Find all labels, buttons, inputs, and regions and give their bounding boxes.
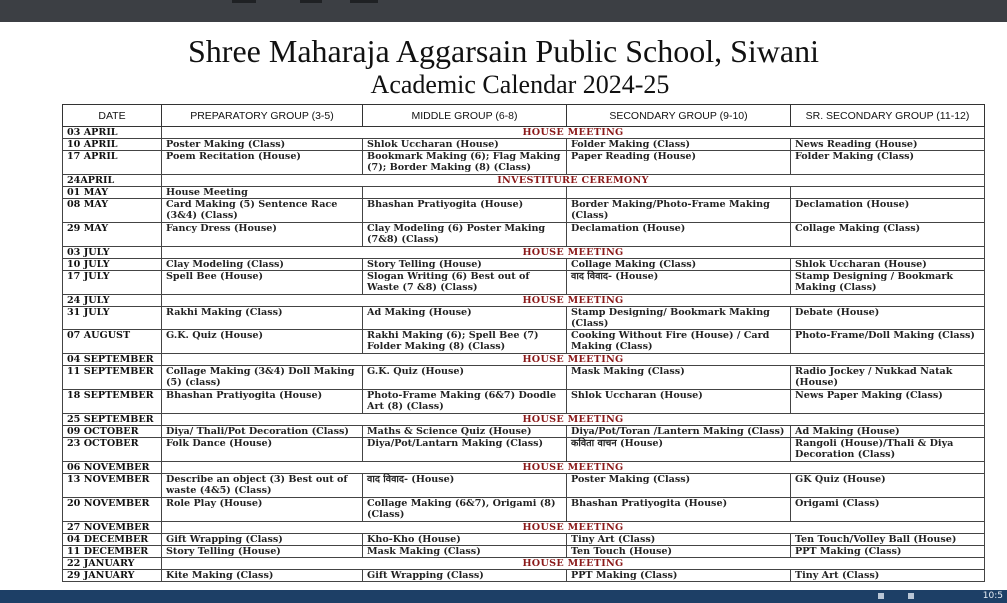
middle-cell: Bhashan Pratiyogita (House) [363,199,567,223]
preparatory-cell: Story Telling (House) [162,546,363,558]
secondary-cell: Folder Making (Class) [567,139,791,151]
secondary-cell: Collage Making (Class) [567,259,791,271]
date-cell: 13 NOVEMBER [63,474,162,498]
sr-secondary-cell: Stamp Designing / Bookmark Making (Class) [791,271,985,295]
header-row [63,105,985,127]
table-row [63,522,985,534]
secondary-cell: Poster Making (Class) [567,474,791,498]
event-span-cell: HOUSE MEETING [162,462,985,474]
secondary-cell: वाद विवाद- (House) [567,271,791,295]
date-cell: 04 SEPTEMBER [63,354,162,366]
preparatory-cell: Bhashan Pratiyogita (House) [162,390,363,414]
date-cell: 03 APRIL [63,127,162,139]
middle-cell: Diya/Pot/Lantarn Making (Class) [363,438,567,462]
sr-secondary-cell: Folder Making (Class) [791,151,985,175]
document-subtitle: Academic Calendar 2024-25 [370,70,670,99]
date-cell: 07 AUGUST [63,330,162,354]
header-middle: MIDDLE GROUP (6-8) [363,105,567,127]
event-span-cell: HOUSE MEETING [162,295,985,307]
header-sr-secondary: SR. SECONDARY GROUP (11-12) [791,105,985,127]
preparatory-cell: Describe an object (3) Best out of waste (4&5) (Class) [162,474,363,498]
table-row [63,474,985,498]
sr-secondary-cell: Ten Touch/Volley Ball (House) [791,534,985,546]
middle-cell [363,187,567,199]
middle-cell: Clay Modeling (6) Poster Making (7&8) (Class) [363,223,567,247]
table-row [63,139,985,151]
date-cell: 29 MAY [63,223,162,247]
header-date: DATE [63,105,162,127]
date-cell: 17 JULY [63,271,162,295]
table-row [63,498,985,522]
preparatory-cell: House Meeting [162,187,363,199]
date-cell: 25 SEPTEMBER [63,414,162,426]
table-row [63,271,985,295]
taskbar [0,590,1007,603]
secondary-cell: Paper Reading (House) [567,151,791,175]
date-cell: 06 NOVEMBER [63,462,162,474]
secondary-cell: PPT Making (Class) [567,570,791,582]
preparatory-cell: Kite Making (Class) [162,570,363,582]
viewer-toolbar [0,0,1007,22]
date-cell: 04 DECEMBER [63,534,162,546]
preparatory-cell: Role Play (House) [162,498,363,522]
preparatory-cell: Fancy Dress (House) [162,223,363,247]
secondary-cell: Mask Making (Class) [567,366,791,390]
table-row [63,259,985,271]
table-row [63,558,985,570]
tray-icon[interactable] [908,593,914,599]
secondary-cell: Ten Touch (House) [567,546,791,558]
event-span-cell: HOUSE MEETING [162,354,985,366]
middle-cell: Kho-Kho (House) [363,534,567,546]
secondary-cell: Bhashan Pratiyogita (House) [567,498,791,522]
date-cell: 24 JULY [63,295,162,307]
date-cell: 11 SEPTEMBER [63,366,162,390]
table-row [63,570,985,582]
middle-cell: Story Telling (House) [363,259,567,271]
calendar-table-wrap [62,104,986,590]
date-cell: 22 JANUARY [63,558,162,570]
sr-secondary-cell: Radio Jockey / Nukkad Natak (House) [791,366,985,390]
middle-cell: Photo-Frame Making (6&7) Doodle Art (8) (Class) [363,390,567,414]
date-cell: 03 JULY [63,247,162,259]
header-preparatory: PREPARATORY GROUP (3-5) [162,105,363,127]
table-row [63,187,985,199]
date-cell: 29 JANUARY [63,570,162,582]
sr-secondary-cell: Ad Making (House) [791,426,985,438]
middle-cell: Gift Wrapping (Class) [363,570,567,582]
document-title: Shree Maharaja Aggarsain Public School, Siwani [188,33,819,69]
date-cell: 24APRIL [63,175,162,187]
sr-secondary-cell: Rangoli (House)/Thali & Diya Decoration (Class) [791,438,985,462]
middle-cell: Bookmark Making (6); Flag Making (7); Border Making (8) (Class) [363,151,567,175]
secondary-cell: Diya/Pot/Toran /Lantern Making (Class) [567,426,791,438]
table-row [63,546,985,558]
sr-secondary-cell: Debate (House) [791,307,985,330]
preparatory-cell: Spell Bee (House) [162,271,363,295]
middle-cell: वाद विवाद- (House) [363,474,567,498]
table-row [63,247,985,259]
table-row [63,462,985,474]
table-row [63,127,985,139]
sr-secondary-cell: News Paper Making (Class) [791,390,985,414]
secondary-cell: Declamation (House) [567,223,791,247]
middle-cell: Mask Making (Class) [363,546,567,558]
sr-secondary-cell: Tiny Art (Class) [791,570,985,582]
date-cell: 09 OCTOBER [63,426,162,438]
table-row [63,295,985,307]
secondary-cell [567,187,791,199]
event-span-cell: HOUSE MEETING [162,247,985,259]
taskbar-clock: 10:5 [982,591,1003,601]
date-cell: 08 MAY [63,199,162,223]
toolbar-button-stub[interactable] [232,0,256,3]
date-cell: 20 NOVEMBER [63,498,162,522]
sr-secondary-cell: Origami (Class) [791,498,985,522]
date-cell: 27 NOVEMBER [63,522,162,534]
tray-icon[interactable] [878,593,884,599]
preparatory-cell: Poem Recitation (House) [162,151,363,175]
secondary-cell: Cooking Without Fire (House) / Card Making (Class) [567,330,791,354]
table-row [63,426,985,438]
date-cell: 11 DECEMBER [63,546,162,558]
middle-cell: Maths & Science Quiz (House) [363,426,567,438]
event-span-cell: INVESTITURE CEREMONY [162,175,985,187]
preparatory-cell: Diya/ Thali/Pot Decoration (Class) [162,426,363,438]
secondary-cell: कविता वाचन (House) [567,438,791,462]
middle-cell: G.K. Quiz (House) [363,366,567,390]
header-secondary: SECONDARY GROUP (9-10) [567,105,791,127]
preparatory-cell: Gift Wrapping (Class) [162,534,363,546]
table-row [63,151,985,175]
event-span-cell: HOUSE MEETING [162,558,985,570]
sr-secondary-cell: Photo-Frame/Doll Making (Class) [791,330,985,354]
table-row [63,390,985,414]
table-row [63,307,985,330]
date-cell: 10 APRIL [63,139,162,151]
table-row [63,330,985,354]
sr-secondary-cell: GK Quiz (House) [791,474,985,498]
sr-secondary-cell: Declamation (House) [791,199,985,223]
preparatory-cell: G.K. Quiz (House) [162,330,363,354]
table-row [63,199,985,223]
table-row [63,438,985,462]
table-row [63,366,985,390]
date-cell: 18 SEPTEMBER [63,390,162,414]
date-cell: 23 OCTOBER [63,438,162,462]
table-row [63,534,985,546]
event-span-cell: HOUSE MEETING [162,414,985,426]
calendar-body [63,127,985,582]
sr-secondary-cell: Collage Making (Class) [791,223,985,247]
middle-cell: Slogan Writing (6) Best out of Waste (7 &8) (Class) [363,271,567,295]
secondary-cell: Shlok Uccharan (House) [567,390,791,414]
table-row [63,175,985,187]
secondary-cell: Tiny Art (Class) [567,534,791,546]
preparatory-cell: Card Making (5) Sentence Race (3&4) (Class) [162,199,363,223]
secondary-cell: Border Making/Photo-Frame Making (Class) [567,199,791,223]
middle-cell: Rakhi Making (6); Spell Bee (7) Folder Making (8) (Class) [363,330,567,354]
table-row [63,223,985,247]
preparatory-cell: Rakhi Making (Class) [162,307,363,330]
sr-secondary-cell: PPT Making (Class) [791,546,985,558]
middle-cell: Shlok Uccharan (House) [363,139,567,151]
sr-secondary-cell: Shlok Uccharan (House) [791,259,985,271]
preparatory-cell: Poster Making (Class) [162,139,363,151]
toolbar-button-stub[interactable] [350,0,378,3]
table-row [63,354,985,366]
secondary-cell: Stamp Designing/ Bookmark Making (Class) [567,307,791,330]
sr-secondary-cell: News Reading (House) [791,139,985,151]
sr-secondary-cell [791,187,985,199]
date-cell: 17 APRIL [63,151,162,175]
middle-cell: Ad Making (House) [363,307,567,330]
event-span-cell: HOUSE MEETING [162,127,985,139]
event-span-cell: HOUSE MEETING [162,522,985,534]
calendar-table [62,104,985,582]
middle-cell: Collage Making (6&7), Origami (8) (Class) [363,498,567,522]
preparatory-cell: Collage Making (3&4) Doll Making (5) (class) [162,366,363,390]
preparatory-cell: Folk Dance (House) [162,438,363,462]
date-cell: 10 JULY [63,259,162,271]
date-cell: 01 MAY [63,187,162,199]
preparatory-cell: Clay Modeling (Class) [162,259,363,271]
date-cell: 31 JULY [63,307,162,330]
toolbar-button-stub[interactable] [300,0,322,3]
table-row [63,414,985,426]
